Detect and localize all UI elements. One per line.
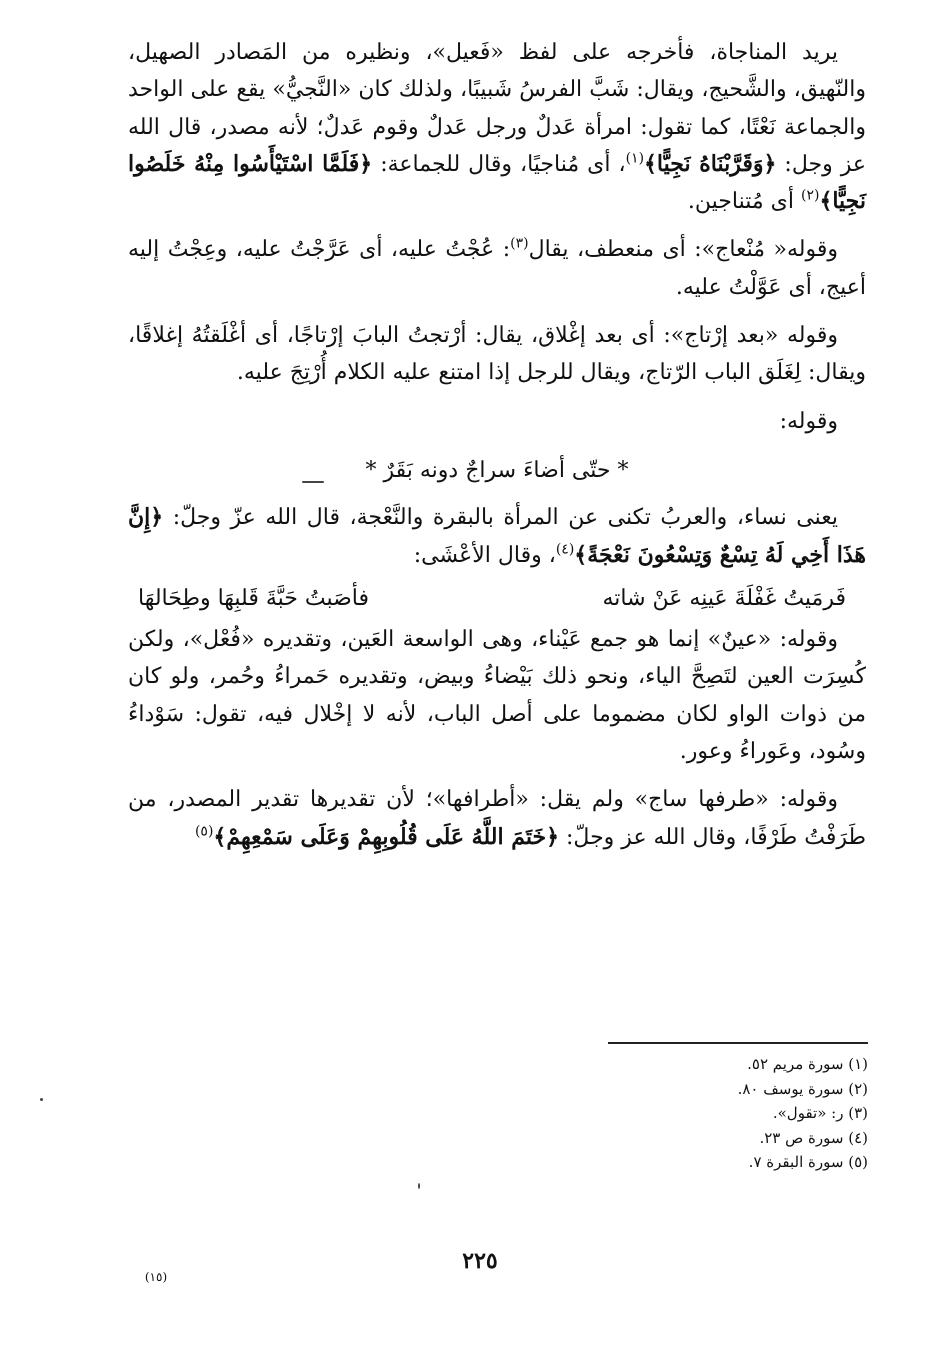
scan-speck <box>40 1098 43 1101</box>
footnotes <box>560 1052 868 1175</box>
paragraph-munaaj <box>128 231 866 306</box>
scan-speck <box>418 1183 420 1189</box>
verse-couplet <box>128 580 866 617</box>
paragraph-ayn <box>128 621 866 770</box>
paragraph-naaja <box>128 499 866 574</box>
paragraph-najiy <box>128 34 866 220</box>
footnote-2: (٢) سورة يوسف ٨٠. <box>737 1079 868 1098</box>
signature-mark: (١٥) <box>144 1270 168 1284</box>
text-run: ، أى مُناجيًا، وقال للجماعة: <box>372 151 626 177</box>
footnote-reference: (١) <box>625 150 645 167</box>
page-number: ٢٢٥ <box>462 1248 498 1274</box>
text-run: وقوله «بعد إرْتاج»: أى بعد إغْلاق، يقال: أرْتجتُ البابَ إرْتاجًا، أى أغْلَقتُهُ إغلاقًا، ويقال: لِغَلَق الباب الرّتاج، ويقال للرجل إذا امتنع عليه الكلام أُرْتِجَ عليه. <box>128 323 866 386</box>
paragraph-tarf <box>128 781 866 856</box>
text-run: يعنى نساء، والعربُ تكنى عن المرأة بالبقرة والنَّعْجة، قال الله عزّ وجلّ: <box>163 505 838 531</box>
main-text <box>128 34 866 856</box>
footnote-3: (٣) ر: «تقول». <box>772 1104 868 1122</box>
text-run: ، وقال الأعْشَى: <box>413 542 556 568</box>
paragraph-irtaj <box>128 317 866 392</box>
footnote-separator <box>608 1042 868 1044</box>
footnote-reference: (٤) <box>555 541 575 558</box>
paragraph-verse-intro <box>128 403 866 440</box>
quran-quote: ﴿إِنَّ هَذَا أَخِي لَهُ تِسْعٌ وَتِسْعُونَ نَعْجَةً﴾ <box>128 504 866 568</box>
quran-quote: ﴿وَقَرَّبْنَاهُ نَجِيًّا﴾ <box>644 150 777 177</box>
text-run: وقوله« مُنْعاج»: أى منعطف، يقال <box>528 237 838 263</box>
footnote-1: (١) سورة مريم ٥٢. <box>747 1055 868 1073</box>
quran-quote: ﴿فَلَمَّا اسْتَيْأَسُوا مِنْهُ خَلَصُوا نَجِيًّا﴾ <box>128 150 866 215</box>
verse-second-hemistich: فأصَبتُ حَبَّةَ قَلبِهَا وطِحَالهَا <box>138 585 370 611</box>
text-run: وقوله: «طرفها ساج» ولم يقل: «أطرافها»؛ لأن تقديرها تقدير المصدر، من طَرَفْتُ طَرْفًا، وقال الله عز وجلّ: <box>128 787 866 850</box>
text-run: أى مُتناجين. <box>687 189 801 215</box>
text-run: : عُجْتُ عليه، أى عَرَّجْتُ عليه، وعِجْتُ إليه أعيج، أى عَوَّلْتُ عليه. <box>128 237 866 300</box>
text-run: وقوله: <box>779 408 838 434</box>
verse-line: * حتّى أضاءَ سراجٌ دونه بَقَرٌ * <box>365 457 629 483</box>
quran-quote: ﴿خَتَمَ اللَّهُ عَلَى قُلُوبِهِمْ وَعَلَى سَمْعِهِمْ﴾ <box>213 823 560 850</box>
text-run: وقوله: «عينٌ» إنما هو جمع عَيْناء، وهى الواسعة العَين، وتقديره «فُعْل»، ولكن كُسِرَت العين لتَصِحَّ الياء، ونحو ذلك بَيْضاءُ وبيض، وتقديره حَمراءُ وحُمر، ولو كان من ذوات الواو لكان مضموما على أصل الباب، لأنه لا إخْلال فيه، تقول: سَوْداءُ وسُود، وعَوراءُ وعور. <box>128 627 866 765</box>
footnote-reference: (٣) <box>510 236 529 253</box>
footnote-reference: (٢) <box>800 187 820 204</box>
text-run: يريد المناجاة، فأخرجه على لفظ «فَعيل»، ونظيره من المَصادر الصهيل، والنّهيق، والشَّحيج، ويقال: شَبَّ الفرسُ شَبيبًا، ولذلك كان «النَّجيُّ» يقع على الواحد والجماعة نَعْتًا، كما تقول: امرأة عَدلٌ ورجل عَدلٌ وقوم عَدلٌ؛ لأنه مصدر، قال الله عز وجل: <box>128 40 866 177</box>
footnote-4: (٤) سورة ص ٢٣. <box>759 1128 868 1147</box>
footnote-5: (٥) سورة البقرة ٧. <box>748 1153 868 1171</box>
verse-first-hemistich: فَرمَيتُ غَفْلَةَ عَينِه عَنْ شاته <box>602 585 846 611</box>
footnote-reference: (٥) <box>194 823 214 840</box>
scan-speck <box>302 481 324 483</box>
